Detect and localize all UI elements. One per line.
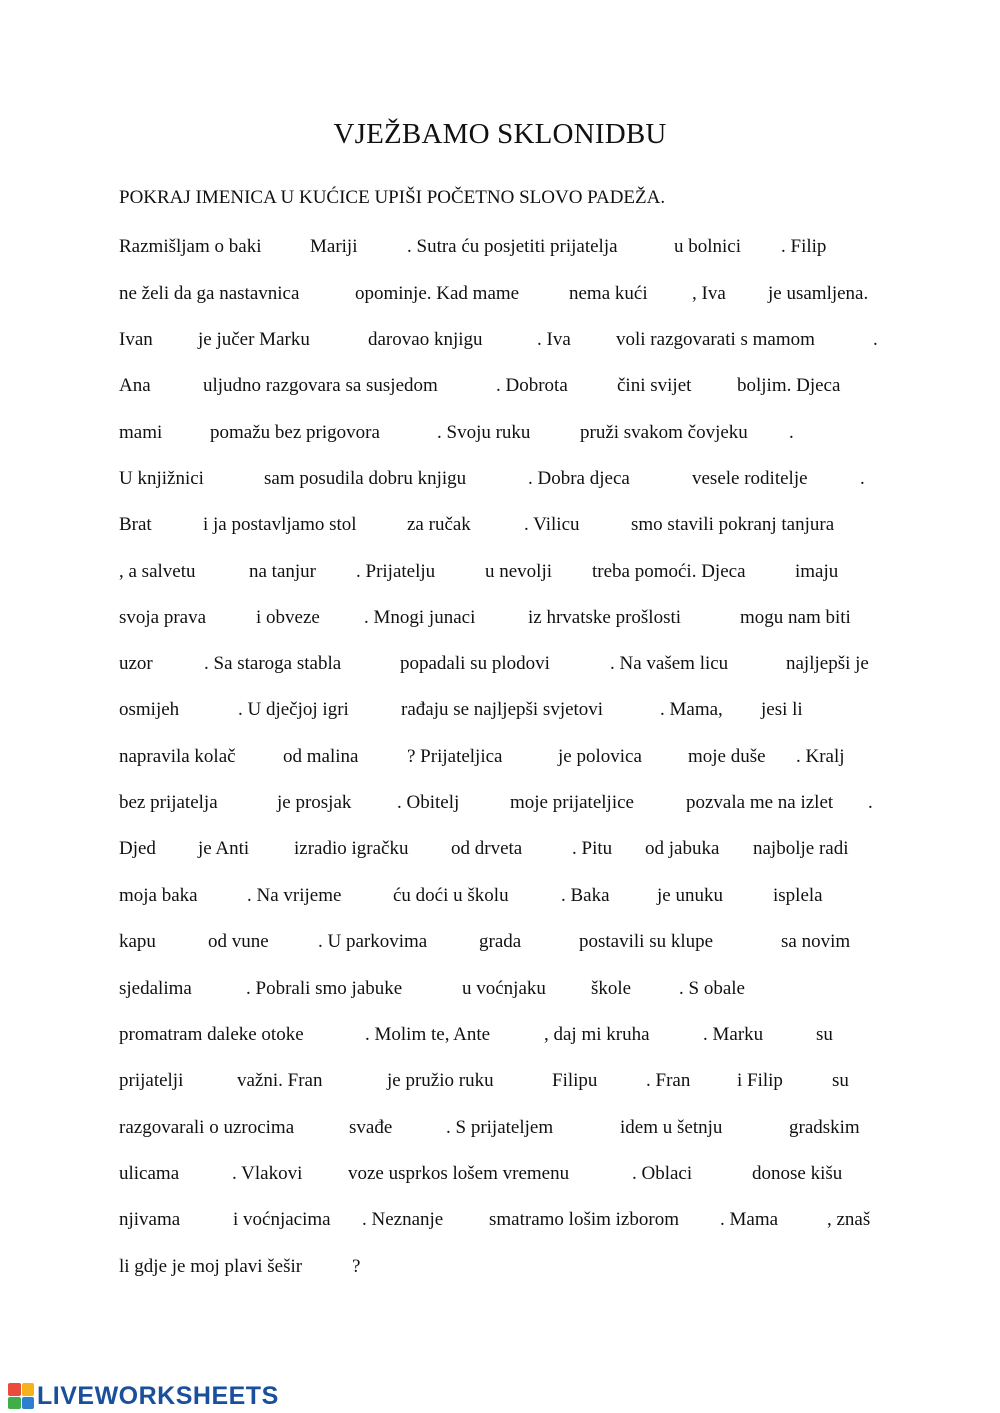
text-segment: smo stavili pokranj tanjura — [631, 514, 835, 535]
text-segment: . Iva — [537, 329, 571, 350]
exercise-line — [0, 603, 1000, 633]
text-segment: . — [789, 422, 794, 443]
text-segment: . Mama, — [660, 699, 723, 720]
exercise-line — [0, 557, 1000, 587]
text-segment: . U parkovima — [318, 931, 428, 952]
text-segment: , znaš — [827, 1209, 871, 1230]
text-segment: škole — [591, 978, 632, 999]
text-segment: su — [832, 1070, 849, 1091]
text-segment: ne želi da ga nastavnica — [119, 283, 300, 304]
text-segment: . Kralj — [796, 746, 845, 767]
exercise-line — [0, 881, 1000, 911]
exercise-line — [0, 834, 1000, 864]
exercise-line — [0, 371, 1000, 401]
text-segment: , daj mi kruha — [544, 1024, 650, 1045]
text-segment: . — [860, 468, 865, 489]
text-segment: sjedalima — [119, 978, 192, 999]
text-segment: . Fran — [646, 1070, 691, 1091]
text-segment: najbolje radi — [753, 838, 849, 859]
text-segment: je unuku — [657, 885, 723, 906]
exercise-line — [0, 418, 1000, 448]
text-segment: . Molim te, Ante — [365, 1024, 491, 1045]
text-segment: . Marku — [703, 1024, 764, 1045]
text-segment: Mariji — [310, 236, 358, 257]
page-title: VJEŽBAMO SKLONIDBU — [333, 118, 667, 150]
text-segment: . U dječjoj igri — [238, 699, 349, 720]
text-segment: . Prijatelju — [356, 561, 436, 582]
exercise-line — [0, 649, 1000, 679]
text-segment: najljepši je — [786, 653, 869, 674]
text-segment: i ja postavljamo stol — [203, 514, 357, 535]
exercise-line — [0, 1159, 1000, 1189]
text-segment: . Sutra ću posjetiti prijatelja — [407, 236, 618, 257]
text-segment: . — [873, 329, 878, 350]
exercise-line — [0, 325, 1000, 355]
exercise-line — [0, 1252, 1000, 1282]
text-segment: ? — [352, 1256, 361, 1277]
text-segment: moje prijateljice — [510, 792, 634, 813]
text-segment: jesi li — [761, 699, 803, 720]
text-segment: . Dobra djeca — [528, 468, 630, 489]
text-segment: ću doći u školu — [393, 885, 509, 906]
text-segment: svoja prava — [119, 607, 207, 628]
exercise-line — [0, 1113, 1000, 1143]
text-segment: Djed — [119, 838, 156, 859]
liveworksheets-logo-icon — [8, 1383, 34, 1409]
text-segment: imaju — [795, 561, 839, 582]
text-segment: i obveze — [256, 607, 320, 628]
text-segment: od jabuka — [645, 838, 720, 859]
text-segment: nema kući — [569, 283, 648, 304]
logo-text: LIVEWORKSHEETS — [37, 1381, 279, 1410]
text-segment: . Svoju ruku — [437, 422, 531, 443]
text-segment: . Dobrota — [496, 375, 568, 396]
text-segment: ? Prijateljica — [407, 746, 503, 767]
text-segment: na tanjur — [249, 561, 317, 582]
text-segment: treba pomoći. Djeca — [592, 561, 746, 582]
text-segment: čini svijet — [617, 375, 692, 396]
text-segment: . Vilicu — [524, 514, 580, 535]
text-segment: voli razgovarati s mamom — [616, 329, 815, 350]
text-segment: mami — [119, 422, 163, 443]
text-segment: . S obale — [679, 978, 745, 999]
text-segment: . Vlakovi — [232, 1163, 303, 1184]
text-segment: moja baka — [119, 885, 198, 906]
text-segment: je usamljena. — [768, 283, 869, 304]
text-segment: za ručak — [407, 514, 471, 535]
text-segment: . Sa staroga stabla — [204, 653, 342, 674]
text-segment: vesele roditelje — [692, 468, 808, 489]
text-segment: voze usprkos lošem vremenu — [348, 1163, 570, 1184]
text-segment: u nevolji — [485, 561, 553, 582]
text-segment: idem u šetnju — [620, 1117, 723, 1138]
text-segment: . Oblaci — [632, 1163, 693, 1184]
text-segment: svađe — [349, 1117, 393, 1138]
text-segment: . Pitu — [572, 838, 613, 859]
text-segment: li gdje je moj plavi šešir — [119, 1256, 303, 1277]
text-segment: osmijeh — [119, 699, 180, 720]
text-segment: napravila kolač — [119, 746, 236, 767]
text-segment: je pružio ruku — [387, 1070, 494, 1091]
text-segment: pruži svakom čovjeku — [580, 422, 748, 443]
exercise-line — [0, 1205, 1000, 1235]
exercise-line — [0, 742, 1000, 772]
text-segment: U knjižnici — [119, 468, 204, 489]
text-segment: Brat — [119, 514, 152, 535]
text-segment: bez prijatelja — [119, 792, 218, 813]
exercise-line — [0, 232, 1000, 262]
text-segment: i Filip — [737, 1070, 783, 1091]
text-segment: isplela — [773, 885, 823, 906]
text-segment: . Obitelj — [397, 792, 460, 813]
text-segment: pozvala me na izlet — [686, 792, 834, 813]
text-segment: razgovarali o uzrocima — [119, 1117, 295, 1138]
text-segment: je jučer Marku — [198, 329, 310, 350]
text-segment: promatram daleke otoke — [119, 1024, 304, 1045]
text-segment: Ivan — [119, 329, 153, 350]
text-segment: , a salvetu — [119, 561, 196, 582]
text-segment: pomažu bez prigovora — [210, 422, 380, 443]
text-segment: izradio igračku — [294, 838, 409, 859]
text-segment: . Pobrali smo jabuke — [246, 978, 403, 999]
text-segment: prijatelji — [119, 1070, 184, 1091]
text-segment: grada — [479, 931, 522, 952]
text-segment: . Na vašem licu — [610, 653, 729, 674]
text-segment: kapu — [119, 931, 156, 952]
text-segment: njivama — [119, 1209, 181, 1230]
text-segment: je prosjak — [277, 792, 352, 813]
exercise-line — [0, 695, 1000, 725]
text-segment: mogu nam biti — [740, 607, 851, 628]
exercise-line — [0, 927, 1000, 957]
exercise-line — [0, 464, 1000, 494]
text-segment: . Neznanje — [362, 1209, 444, 1230]
exercise-line — [0, 1020, 1000, 1050]
text-segment: boljim. Djeca — [737, 375, 841, 396]
text-segment: od drveta — [451, 838, 523, 859]
exercise-line — [0, 1066, 1000, 1096]
text-segment: uljudno razgovara sa susjedom — [203, 375, 438, 396]
text-segment: uzor — [119, 653, 153, 674]
text-segment: donose kišu — [752, 1163, 843, 1184]
text-segment: iz hrvatske prošlosti — [528, 607, 682, 628]
text-segment: moje duše — [688, 746, 766, 767]
text-segment: je Anti — [198, 838, 250, 859]
text-segment: gradskim — [789, 1117, 860, 1138]
text-segment: . Mama — [720, 1209, 779, 1230]
text-segment: . Baka — [561, 885, 610, 906]
text-segment: . Na vrijeme — [247, 885, 342, 906]
text-segment: . Filip — [781, 236, 827, 257]
text-segment: i voćnjacima — [233, 1209, 331, 1230]
exercise-line — [0, 788, 1000, 818]
text-segment: u voćnjaku — [462, 978, 546, 999]
text-segment: su — [816, 1024, 833, 1045]
text-segment: darovao knjigu — [368, 329, 483, 350]
exercise-line — [0, 510, 1000, 540]
text-segment: , Iva — [692, 283, 726, 304]
text-segment: sa novim — [781, 931, 851, 952]
liveworksheets-logo — [8, 1380, 279, 1412]
exercise-line — [0, 974, 1000, 1004]
text-segment: . Mnogi junaci — [364, 607, 476, 628]
text-segment: sam posudila dobru knjigu — [264, 468, 467, 489]
text-segment: . S prijateljem — [446, 1117, 554, 1138]
text-segment: od vune — [208, 931, 269, 952]
text-segment: od malina — [283, 746, 359, 767]
text-segment: Razmišljam o baki — [119, 236, 262, 257]
text-segment: . — [868, 792, 873, 813]
text-segment: je polovica — [558, 746, 642, 767]
text-segment: Ana — [119, 375, 151, 396]
text-segment: važni. Fran — [237, 1070, 323, 1091]
instruction-text: POKRAJ IMENICA U KUĆICE UPIŠI POČETNO SLOVO PADEŽA. — [119, 187, 666, 208]
exercise-line — [0, 279, 1000, 309]
text-segment: postavili su klupe — [579, 931, 714, 952]
text-segment: u bolnici — [674, 236, 742, 257]
text-segment: popadali su plodovi — [400, 653, 550, 674]
text-segment: opominje. Kad mame — [355, 283, 520, 304]
text-segment: rađaju se najljepši svjetovi — [401, 699, 604, 720]
text-segment: Filipu — [552, 1070, 598, 1091]
text-segment: ulicama — [119, 1163, 180, 1184]
text-segment: smatramo lošim izborom — [489, 1209, 679, 1230]
